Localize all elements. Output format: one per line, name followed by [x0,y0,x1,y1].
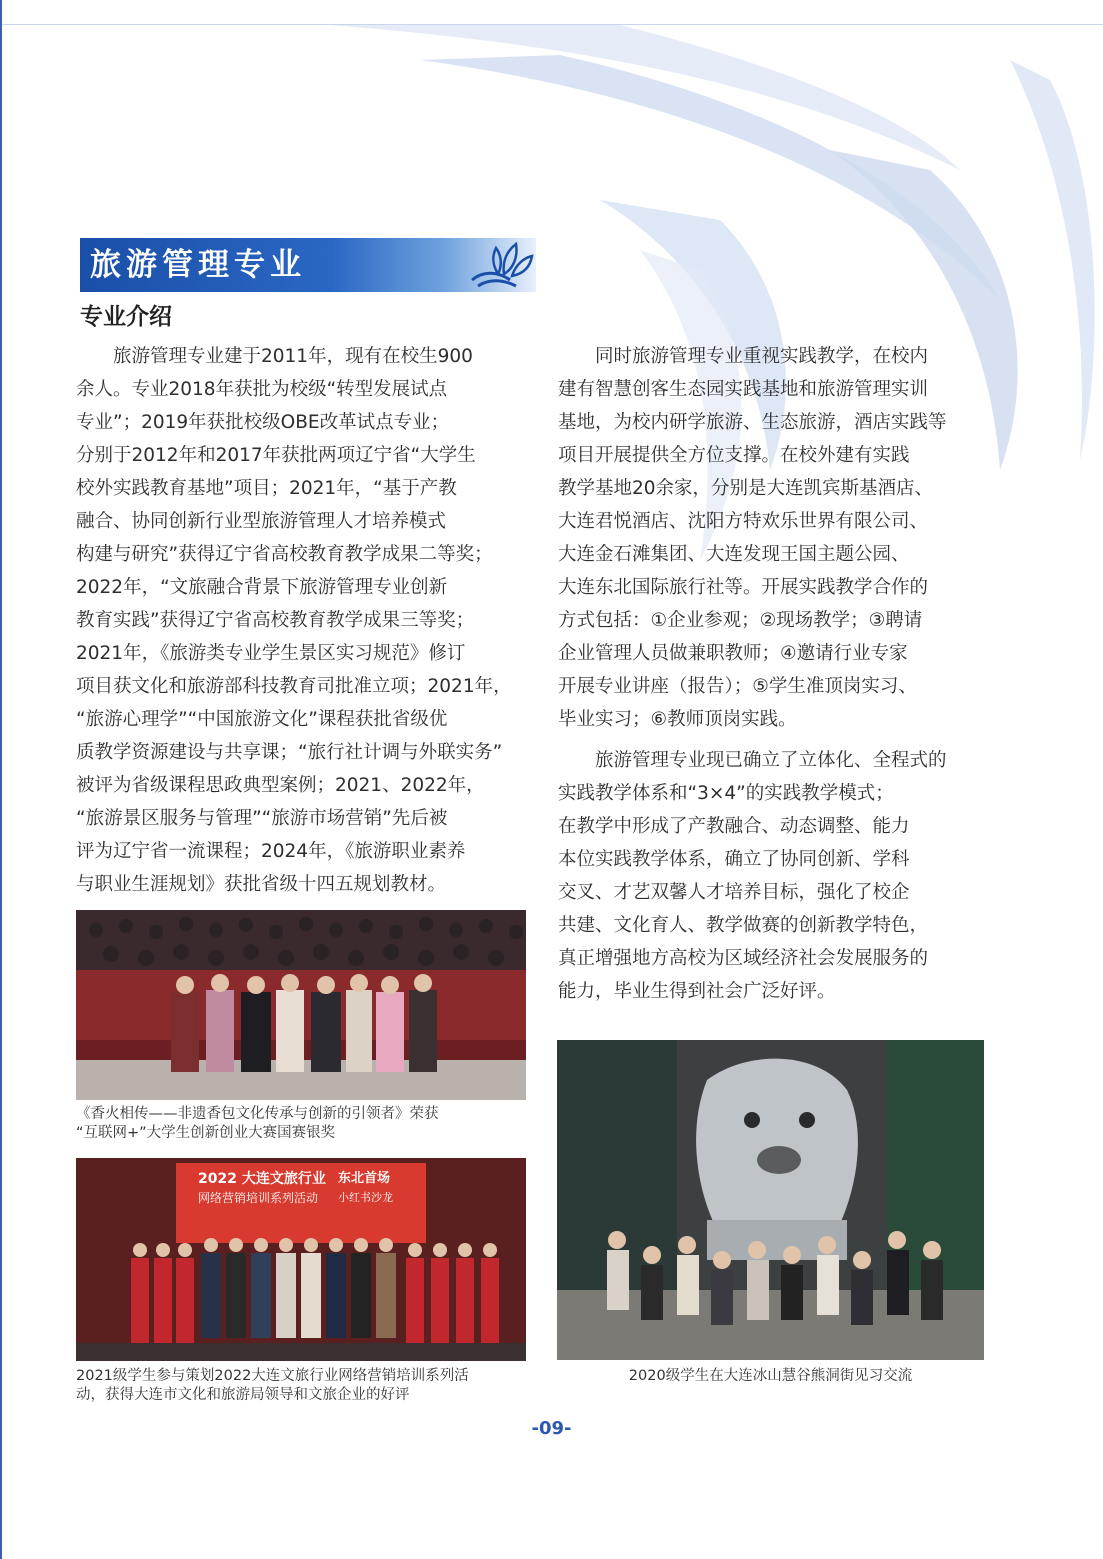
left-paragraph [76,340,536,901]
paragraph-line: “旅游景区服务与管理”“旅游市场营销”先后被 [76,808,448,829]
paragraph-line: 交叉、才艺双馨人才培养目标，强化了校企 [558,882,910,903]
paragraph-line: 质教学资源建设与共享课；“旅行社计调与外联实务” [76,742,503,763]
photo-marketing-event [76,1158,526,1361]
paragraph-line: 大连东北国际旅行社等。开展实践教学合作的 [558,577,929,598]
photo-1-caption [76,1105,536,1143]
paragraph-line: 在教学中形成了产教融合、动态调整、能力 [558,816,910,837]
event-banner-subtitle: 网络营销培训系列活动 [198,1191,319,1205]
paragraph-line: 教学基地20余家，分别是大连凯宾斯基酒店、 [558,478,934,499]
paragraph-line: 建有智慧创客生态园实践基地和旅游管理实训 [558,379,929,400]
paragraph-line: 2021年，《旅游类专业学生景区实习规范》修订 [76,643,466,664]
photo-3-caption: 2020级学生在大连冰山慧谷熊洞街见习交流 [628,1368,913,1384]
paragraph-line: 同时旅游管理专业重视实践教学，在校内 [558,346,929,367]
caption-line: 动，获得大连市文化和旅游局领导和文旅企业的好评 [76,1387,410,1403]
paragraph-line: 项目开展提供全方位支撑。在校外建有实践 [558,445,910,466]
subheading: 专业介绍 [80,304,172,330]
photo-2-caption [76,1367,536,1405]
photo-bear-sculpture-street [557,1040,984,1360]
paragraph-line: 2022年，“文旅融合背景下旅游管理专业创新 [76,577,448,598]
paragraph-line: 评为辽宁省一流课程；2024年，《旅游职业素养 [76,841,466,862]
paragraph-line: 本位实践教学体系，确立了协同创新、学科 [558,849,910,870]
paragraph-line: 教育实践”获得辽宁省高校教育教学成果三等奖； [76,610,475,631]
lotus-wave-icon [464,240,534,290]
caption-line: 《香火相传——非遗香包文化传承与创新的引领者》荣获 [76,1106,439,1122]
paragraph-line: 能力，毕业生得到社会广泛好评。 [558,981,836,1002]
paragraph-line: 与职业生涯规划》获批省级十四五规划教材。 [76,874,447,895]
paragraph-line: “旅游心理学”“中国旅游文化”课程获批省级优 [76,709,448,730]
caption-line: “互联网+”大学生创新创业大赛国赛银奖 [76,1125,336,1141]
paragraph-line: 校外实践教育基地”项目；2021年，“基于产教 [76,478,457,499]
paragraph-line: 真正增强地方高校为区域经济社会发展服务的 [558,948,929,969]
right-paragraph-1 [558,340,986,736]
paragraph-line: 项目获文化和旅游部科技教育司批准立项；2021年， [76,676,512,697]
paragraph-line: 大连君悦酒店、沈阳方特欢乐世界有限公司、 [558,511,929,532]
right-paragraph-2 [558,744,986,1008]
paragraph-line: 分别于2012年和2017年获批两项辽宁省“大学生 [76,445,476,466]
section-title: 旅游管理专业 [90,247,306,283]
paragraph-line: 毕业实习；⑥教师顶岗实践。 [558,709,797,730]
paragraph-line: 旅游管理专业现已确立了立体化、全程式的 [558,750,947,771]
paragraph-line: 开展专业讲座（报告）；⑤学生准顶岗实习、 [558,676,917,697]
paragraph-line: 专业”；2019年获批校级OBE改革试点专业； [76,412,450,433]
paragraph-line: 构建与研究”获得辽宁省高校教育教学成果二等奖； [76,544,493,565]
event-banner-title: 2022 大连文旅行业 [198,1171,326,1187]
paragraph-line: 实践教学体系和“3×4”的实践教学模式； [558,783,894,804]
photo-auditorium-group [76,910,526,1100]
event-banner-right-1: 东北首场 [338,1171,391,1186]
paragraph-line: 融合、协同创新行业型旅游管理人才培养模式 [76,511,447,532]
page-number: -09- [531,1418,572,1439]
paragraph-line: 旅游管理专业建于2011年，现有在校生900 [76,346,473,367]
paragraph-line: 共建、文化育人、教学做赛的创新教学特色， [558,915,929,936]
section-title-banner [80,238,536,292]
event-banner-right-2: 小红书沙龙 [338,1191,393,1204]
paragraph-line: 企业管理人员做兼职教师；④邀请行业专家 [558,643,908,664]
paragraph-line: 大连金石滩集团、大连发现王国主题公园、 [558,544,910,565]
caption-line: 2021级学生参与策划2022大连文旅行业网络营销培训系列活 [76,1368,469,1384]
photo-marketing-event-scene [76,1158,526,1361]
paragraph-line: 余人。专业2018年获批为校级“转型发展试点 [76,379,448,400]
paragraph-line: 方式包括：①企业参观；②现场教学；③聘请 [558,610,923,631]
paragraph-line: 基地，为校内研学旅游、生态旅游，酒店实践等 [558,412,947,433]
paragraph-line: 被评为省级课程思政典型案例；2021、2022年， [76,775,485,796]
